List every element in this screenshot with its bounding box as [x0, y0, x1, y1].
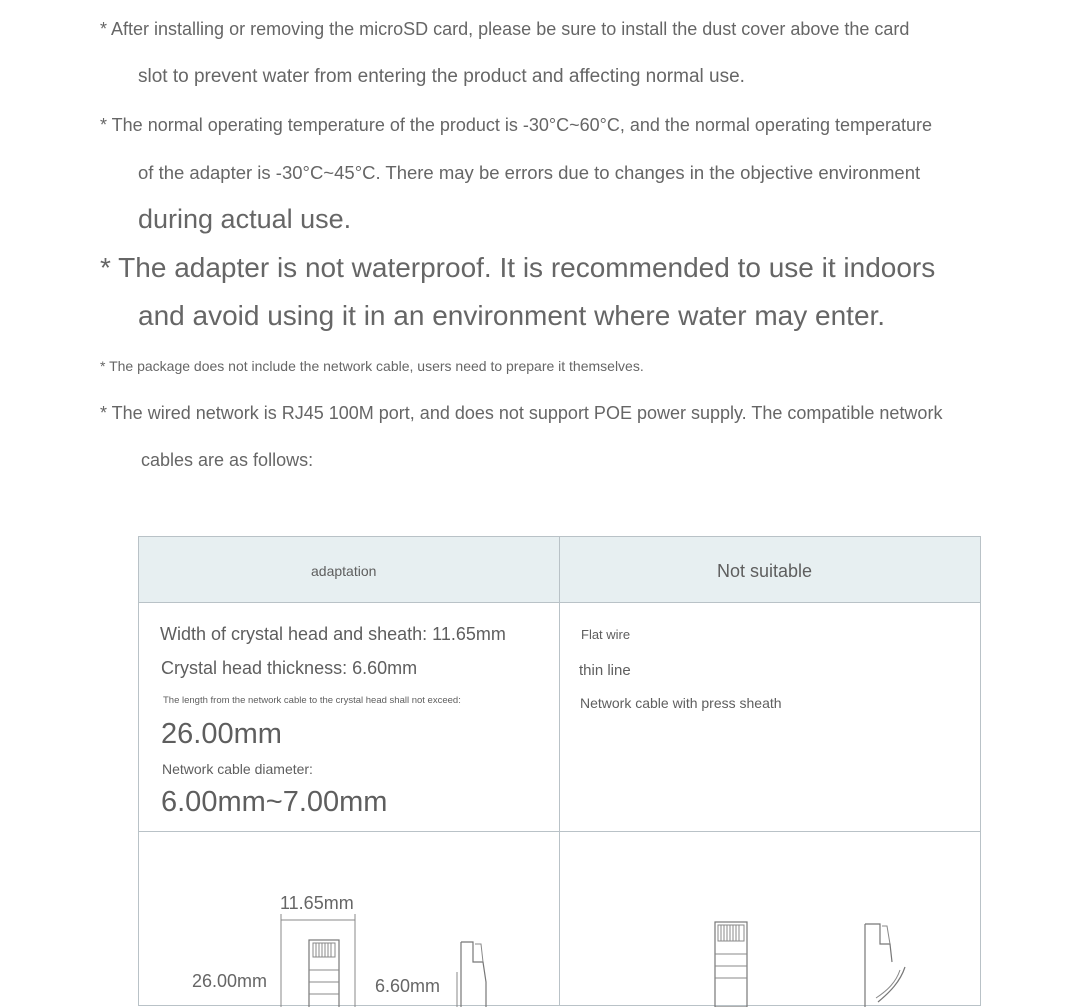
rj45-dimension-diagram [139, 832, 559, 1007]
note-waterproof-line1: * The adapter is not waterproof. It is recommended to use it indoors [100, 252, 936, 283]
note-microsd-line2: slot to prevent water from entering the product and affecting normal use. [138, 66, 745, 87]
not-suitable-press-sheath: Network cable with press sheath [580, 695, 782, 711]
not-suitable-cell [559, 602, 981, 832]
spec-width: Width of crystal head and sheath: 11.65mm [160, 624, 506, 644]
adaptation-diagram-cell [138, 831, 560, 1006]
spec-length-value: 26.00mm [161, 718, 282, 750]
not-suitable-flat-wire: Flat wire [581, 627, 631, 642]
spec-length-label: The length from the network cable to the crystal head shall not exceed: [163, 695, 461, 706]
unsuitable-plug-diagram [560, 832, 980, 1007]
cable-compatibility-table [138, 536, 981, 1006]
diagram-length-label: 26.00mm [192, 971, 268, 991]
header-adaptation: adaptation [311, 563, 377, 579]
not-suitable-thin-line: thin line [579, 662, 631, 679]
note-wired-line1: * The wired network is RJ45 100M port, and does not support POE power supply. The compatible network [100, 403, 943, 423]
note-temperature-line3: during actual use. [138, 204, 352, 234]
note-temperature-line1: * The normal operating temperature of the product is -30°C~60°C, and the normal operating temperature [100, 115, 933, 135]
diagram-width-label: 11.65mm [280, 893, 354, 913]
not-suitable-diagram-cell [559, 831, 981, 1006]
note-waterproof-line2: and avoid using it in an environment where water may enter. [138, 300, 886, 331]
spec-diameter-value: 6.00mm~7.00mm [161, 786, 388, 818]
diagram-thickness-label: 6.60mm [375, 976, 441, 996]
note-microsd-line1: * After installing or removing the microSD card, please be sure to install the dust cover above the card [100, 19, 910, 39]
spec-thickness: Crystal head thickness: 6.60mm [161, 658, 418, 678]
note-wired-line2: cables are as follows: [141, 450, 314, 470]
header-not-suitable: Not suitable [717, 561, 813, 581]
header-not-suitable-cell [559, 536, 981, 603]
adaptation-specs-cell [138, 602, 560, 832]
spec-diameter-label: Network cable diameter: [162, 761, 313, 777]
note-package: * The package does not include the network cable, users need to prepare it themselves. [100, 358, 644, 374]
note-temperature-line2: of the adapter is -30°C~45°C. There may be errors due to changes in the objective environment [138, 162, 921, 183]
header-adaptation-cell [138, 536, 560, 603]
